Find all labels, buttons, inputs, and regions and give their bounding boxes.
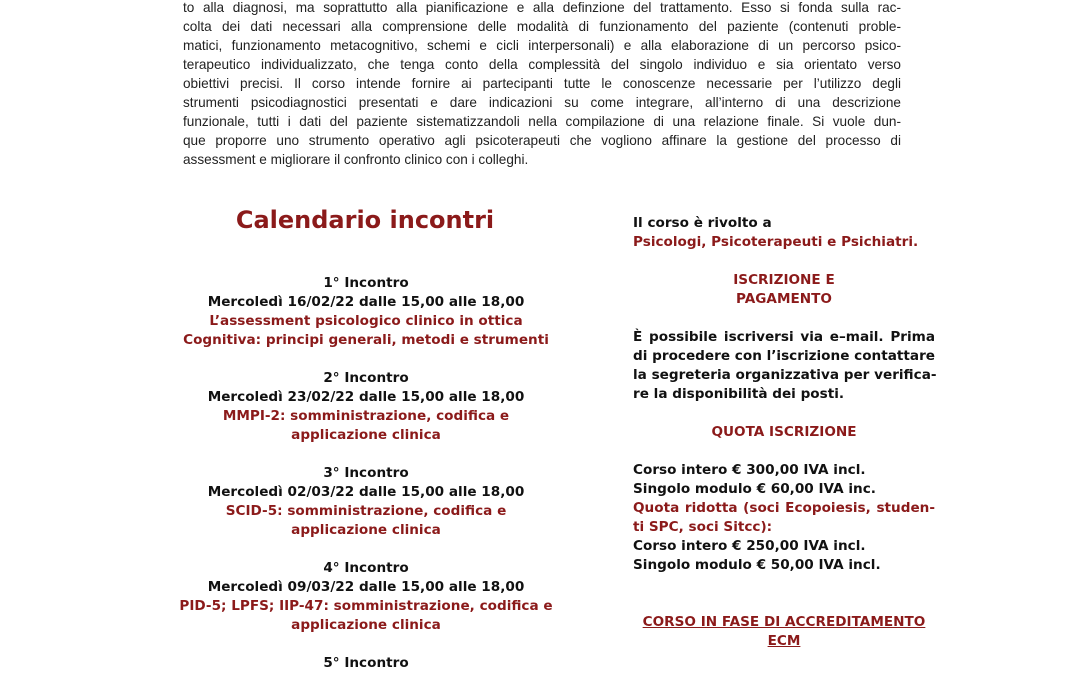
meeting-topic: L’assessment psicologico clinico in ottica <box>209 313 523 329</box>
meeting-date: Mercoledì 23/02/22 dalle 15,00 alle 18,00 <box>207 389 525 405</box>
reduced-fee-module: Singolo modulo € 50,00 IVA incl. <box>633 557 881 573</box>
meeting-topic: applicazione clinica <box>291 427 441 443</box>
intro-line: terapeutico individualizzato, che tenga conto della complessità del singolo individuo e sia orientato verso <box>183 57 901 72</box>
enroll-line: la segreteria organizzativa per verifica- <box>633 367 937 383</box>
meeting-number: 5° Incontro <box>323 655 409 671</box>
meeting-topic: Cognitiva: principi generali, metodi e strumenti <box>183 332 549 348</box>
ecm-notice-2: ECM <box>767 633 801 649</box>
intro-line: to alla diagnosi, ma soprattutto alla pianificazione e alla definzione del trattamento. Esso si fonda sulla rac- <box>183 0 901 15</box>
enroll-title: ISCRIZIONE E <box>733 272 835 288</box>
meeting-2 <box>150 369 582 445</box>
meeting-1 <box>150 274 582 350</box>
ecm-notice: CORSO IN FASE DI ACCREDITAMENTO <box>642 614 926 630</box>
calendar-title: Calendario incontri <box>235 206 495 234</box>
enroll-line: È possibile iscriversi via e–mail. Prima <box>633 329 935 345</box>
intro-line: obiettivi precisi. Il corso intende fornire ai partecipanti tutte le conoscenze necessarie per l’utilizzo degli <box>183 76 901 91</box>
intro-line: funzionale, tutti i dati del paziente sistematizzandoli nella compilazione di una relazione finale. Si vuole dun- <box>183 114 901 129</box>
meeting-date: Mercoledì 09/03/22 dalle 15,00 alle 18,00 <box>207 579 525 595</box>
fee-module: Singolo modulo € 60,00 IVA inc. <box>633 481 876 497</box>
meeting-topic: PID-5; LPFS; IIP-47: somministrazione, codifica e <box>179 598 553 614</box>
meeting-topic: applicazione clinica <box>291 522 441 538</box>
meeting-4 <box>150 559 582 635</box>
meeting-number: 2° Incontro <box>323 370 409 386</box>
meeting-number: 1° Incontro <box>323 275 409 291</box>
meeting-3 <box>150 464 582 540</box>
meeting-topic: MMPI-2: somministrazione, codifica e <box>222 408 510 424</box>
audience-list: Psicologi, Psicoterapeuti e Psichiatri. <box>633 234 919 250</box>
meeting-number: 4° Incontro <box>323 560 409 576</box>
intro-line: matici, funzionamento metacognitivo, schemi e cicli interpersonali) e alla elaborazione di un percorso psico- <box>183 38 901 53</box>
reduced-fee-label <box>633 499 935 537</box>
enroll-text <box>633 328 935 404</box>
meeting-topic: SCID-5: somministrazione, codifica e <box>225 503 507 519</box>
audience-intro: Il corso è rivolto a <box>633 215 772 231</box>
calendar-section <box>150 200 582 692</box>
reduced-line: Quota ridotta (soci Ecopoiesis, studen- <box>633 500 935 516</box>
meeting-topic: applicazione clinica <box>291 617 441 633</box>
enroll-line: re la disponibilità dei posti. <box>633 386 845 402</box>
meeting-date: Mercoledì 16/02/22 dalle 15,00 alle 18,00 <box>207 294 525 310</box>
reduced-line: ti SPC, soci Sitcc): <box>633 519 773 535</box>
intro-line: colta dei dati necessari alla comprensione delle modalità di funzionamento del paziente (contenuti proble- <box>183 19 901 34</box>
meeting-date: Mercoledì 02/03/22 dalle 15,00 alle 18,00 <box>207 484 525 500</box>
info-sidebar <box>633 214 935 651</box>
intro-line: strumenti psicodiagnostici presentati e dare indicazioni su come integrare, all’interno di una descrizione <box>183 95 901 110</box>
intro-line: assessment e migliorare il confronto clinico con i colleghi. <box>183 152 529 167</box>
meeting-number: 3° Incontro <box>323 465 409 481</box>
enroll-line: di procedere con l’iscrizione contattare <box>633 348 935 364</box>
intro-paragraph <box>183 0 901 169</box>
reduced-fee-full: Corso intero € 250,00 IVA incl. <box>633 538 866 554</box>
enroll-title-2: PAGAMENTO <box>736 291 832 307</box>
intro-line: que proporre uno strumento operativo agli psicoterapeuti che vogliono affinare la gestione del processo di <box>183 133 901 148</box>
fee-title: QUOTA ISCRIZIONE <box>711 424 857 440</box>
meeting-5 <box>150 654 582 673</box>
fee-full: Corso intero € 300,00 IVA incl. <box>633 462 866 478</box>
